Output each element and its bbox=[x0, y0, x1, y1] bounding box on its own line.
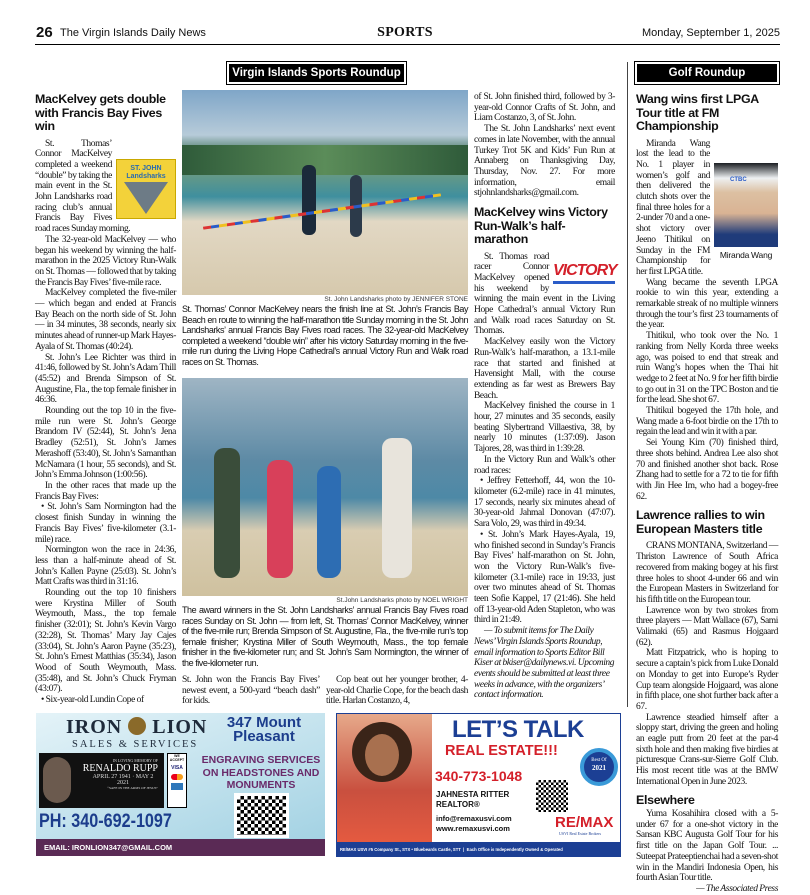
photo1-credit: St. John Landsharks photo by JENNIFER STONE bbox=[324, 296, 468, 303]
vi-roundup-banner: Virgin Islands Sports Roundup bbox=[229, 64, 404, 82]
paragraph: MacKelvey finished the course in 1 hour, 27 minutes and 35 seconds, easily beating Slybertrand Villaestiva, 38, by nearly 10 minutes (1:37:09). Jason Tajores, 28, was third in 1:39:28. bbox=[474, 401, 615, 455]
paper-name: The Virgin Islands Daily News bbox=[60, 27, 206, 39]
miranda-wang-photo: CTBC Miranda Wang bbox=[714, 163, 778, 260]
issue-date: Monday, September 1, 2025 bbox=[642, 27, 780, 39]
best-of-badge: Best Of 2021 bbox=[580, 748, 618, 786]
page-number: 26 bbox=[36, 24, 53, 41]
paragraph: MacKelvey easily won the Victory Run-Walk’s half-marathon, a 13.1-mile race that started and finished at Havensight Mall, with the course extending as far west as Brewers Bay Beach. bbox=[474, 337, 615, 401]
paragraph: Rounding out the top 10 finishers were Krystina Miller of South Weymouth, Mass., the top female finisher (32:01); St. John’s Kevin Vargo (32:28), St. Thomas’ Mary Jay Cajes (33:04), St. John’s Aaron Payne (35:23), St. John’s Ernest Matthias (35:34), Jason Wood of South Weymouth, Mass. (35:48), and St. John’s Chuck Fryman (43:07). bbox=[35, 588, 176, 695]
paragraph: In the other races that made up the Francis Bay Fives: bbox=[35, 481, 176, 502]
submit-note: — To submit items for The Daily News’ Virgin Islands Sports Roundup, email information to Sports Editor Bill Kiser at bkiser@dailynews.vi. Upcoming events should be submitted at least three weeks in advance, with the organizers’ contact information. bbox=[474, 626, 615, 701]
remax-logo: RE/MAX bbox=[555, 814, 614, 831]
paragraph: • Six-year-old Lundin Cope of bbox=[41, 695, 144, 706]
remax-ad[interactable]: LET’S TALK REAL ESTATE!!! 340-773-1048 JAHNESTA RITTER REALTOR® info@remaxusvi.com www.remaxusvi.com Best Of 2021 RE/MAX USVI Real Estate Brokers RE/MAX USVI #5 Company St., STX • Bluebeards Castle, STT | Each Office is Independently Owned & Operated bbox=[336, 713, 621, 857]
paragraph: • Jeffrey Fetterhoff, 44, won the 10-kilometer (6.2-mile) race in 41 minutes, 17 seconds, nearly six minutes ahead of 30-year-old Jahmal Donovan (47:07). Sara Volo, 29, was third in 49:34. bbox=[474, 476, 615, 530]
paragraph: St. John won the Francis Bay Fives’ newest event, a 500-yard “beach dash” for kids. bbox=[182, 675, 320, 707]
golf-roundup bbox=[636, 92, 778, 895]
story1-continued-b bbox=[326, 675, 468, 707]
ad-address: 347 Mount Pleasant bbox=[226, 714, 302, 745]
headline: MacKelvey gets double with Francis Bay Fives win bbox=[35, 92, 166, 133]
headline: Wang wins first LPGA Tour title at FM Championship bbox=[636, 92, 759, 133]
story-francis-bay bbox=[35, 92, 176, 706]
paragraph: Sei Young Kim (70) finished third, three shots behind. Andrea Lee also shot 70 and finished another shot back. Rose Zhang had to settle for a 72 to tie for fifth with Jin Hee Im, who had a bogey-free 62. bbox=[636, 438, 778, 502]
victory-logo: VICTORY bbox=[553, 262, 615, 284]
paragraph: Wang became the seventh LPGA rookie to win this year, extending a remarkable streak of no multiple winners through the tour’s first 23 tournaments of the year. bbox=[636, 277, 778, 331]
paragraph: Lawrence won by two strokes from three players — Matt Wallace (67), Sami Valimaki (65) and Rasmus Hojgaard (62). bbox=[636, 605, 778, 648]
ad-headline: LET’S TALK bbox=[452, 716, 584, 743]
paragraph: Thitikul bogeyed the 17th hole, and Wang made a 6-foot birdie on the 17th to regain the lead and win it with a par. bbox=[636, 406, 778, 438]
paragraph: of St. John finished third, followed by 3-year-old Connor Crafts of St. John, and Liam Costanzo, 3, of St. John. bbox=[474, 92, 615, 124]
paragraph: St. Thomas road racer Connor MacKelvey opened his weekend by winning the main event in the Living Hope Cathedral’s annual Victory Run and Walk road races Saturday on St. Thomas. bbox=[474, 251, 615, 337]
paragraph: MacKelvey completed the five-miler — which began and ended at Francis Bay Beach on the north side of St. John — in 34 minutes, 38 seconds, nearly six minutes ahead of runner-up Mark Hayes-Ayala of St. Thomas (40:24). bbox=[35, 288, 176, 352]
photo1-caption: St. Thomas’ Connor MacKelvey nears the finish line at St. John’s Francis Bay Beach en route to winning the half-marathon title Sunday morning in the St. John Landsharks’ annual Francis Bay Fives road races. The 32-year-old MacKelvey completed a weekend “double win” after his victory Saturday morning in the five-mile run during the Living Hope Cathedral’s annual Victory Run and Walk road races on St. Thomas. bbox=[182, 304, 468, 367]
paragraph: The 32-year-old MacKelvey — who began his weekend by winning the half-marathon in the 2025 Victory Run-Walk on St. Thomas — followed that by taking the Francis Bay Fives’ five-mile race. bbox=[35, 234, 176, 288]
paragraph: • St. John’s Mark Hayes-Ayala, 19, who finished second in Sunday’s Francis Bay Fives’ half-marathon on St. John, won the Victory Run-Walk’s five-kilometer (3.1-mile) race in 19:33, just over two minutes ahead of St. Thomas teen Sofie Kappel, 17 (21:46). She held off 13-year-old Aden Stapleton, who was third in 21:49. bbox=[474, 529, 615, 626]
headline: MacKelvey wins Victory Run-Walk’s half-marathon bbox=[474, 205, 608, 247]
story-victory-run bbox=[474, 92, 615, 701]
accepted-cards: WE ACCEPT VISA bbox=[167, 753, 187, 808]
ad-email: EMAIL: IRONLION347@GMAIL.COM bbox=[36, 839, 325, 856]
headline: Lawrence rallies to win European Masters title bbox=[636, 508, 765, 536]
ad-subheadline: REAL ESTATE!!! bbox=[445, 743, 558, 759]
paragraph: Rounding out the top 10 in the five-mile run were St. John’s George Brandom IV (52:44), St. John’s Jena Bradley (52:51), St. John’s James Merashoff (53:40), St. John’s Samanthan McNamara (1 hour, 55 seconds), and St. John’s Emma Johnson (1:00:56). bbox=[35, 406, 176, 481]
qr-code-icon bbox=[234, 793, 289, 838]
paragraph: The St. John Landsharks’ next event comes in late November, with the annual Turkey Trot 5K and Kids’ Fun Run at Annaberg on Thanksgiving Day, Thursday, Nov. 27. For more information, email stjohnlandsharks@gmail.com. bbox=[474, 124, 615, 199]
story1-continued-a bbox=[182, 675, 320, 707]
paragraph: St. John’s Lee Richter was third in 41:46, followed by St. John’s Adam Thill (45:52) and Brenda Simpson of St. Augustine, Fla., the top female finisher in 46:36. bbox=[35, 352, 176, 406]
headline: Elsewhere bbox=[636, 792, 695, 807]
paragraph: Lawrence steadied himself after a sloppy start, driving the green and holing an eagle putt from 20 feet at the par-4 sixth hole and then making five birdies at picturesque Crans-sur-Sierre Golf Club. His most recent title was at the BMW International Open in June 2023. bbox=[636, 712, 778, 787]
paragraph: Normington won the race in 24:36, less than a half-minute ahead of St. John’s Kallen Payne (25:03). St. John’s Matt Crafts was third in 31:16. bbox=[35, 545, 176, 588]
paragraph: Yuma Kosahihira closed with a 5-under 67 for a one-shot victory in the Sansan KBC Augusta Golf Tour for his first title on the Japan Golf Tour. ... Suteepat Prateeptienchai had a seven-shot win in the Mandiri Indonesia Open, his fourth Asian Tour title. bbox=[636, 809, 778, 884]
paragraph: • St. John’s Sam Normington had the closest finish Sunday in winning the Francis Bay Fives’ five-kilometer (3.1-mile) race. bbox=[35, 502, 176, 545]
ad-phone: 340-773-1048 bbox=[435, 768, 523, 784]
column-divider bbox=[627, 62, 628, 707]
paragraph: Thitikul, who took over the No. 1 ranking from Nelly Korda three weeks ago, was poised to end that streak and ruin Wang’s hopes when the Thai hit wedge to 2 feet at No. 9 for her fifth birdie to go out in 31 on the TPC Boston and tie for the lead. She shot 67. bbox=[636, 331, 778, 406]
qr-code-icon bbox=[536, 780, 568, 812]
paragraph: In the Victory Run and Walk’s other road races: bbox=[474, 454, 615, 476]
paragraph: St. Thomas’ Connor MacKelvey completed a weekend “double” by taking the main event in the St. John Landsharks road racing club’s annual Francis Bay Fives road races Sunday morning. bbox=[35, 138, 131, 235]
ad-phone: PH: 340-692-1097 bbox=[39, 811, 172, 832]
byline: — The Associated Press bbox=[696, 884, 778, 894]
paragraph: CRANS MONTANA, Switzerland — Thriston Lawrence of South Africa recovered from making bogey at his first three holes to shoot 4-under 66 and win the European Masters in Switzerland for his fifth title on the European tour. bbox=[636, 541, 778, 605]
photo2-caption: The award winners in the St. John Landsharks’ annual Francis Bay Fives road races Sunday on St. John — from left, St. Thomas’ Connor MacKelvey, winner of the five-mile run; Brenda Simpson of St. Augustine, Fla., the five-mile run’s top female finisher; Krystina Miller of South Weymouth, Mass., the top female finisher in the five-kilometer run; and St. John’s Sam Normington, the winner of the five-kilometer run. bbox=[182, 605, 468, 668]
paragraph: Miranda Wang lost the lead to the No. 1 player in women’s golf and then delivered the clutch shots over the final three holes for a 2-under 70 and a one-shot victory over Jeeno Thitikul on Sunday in the FM Championship for her first LPGA title. bbox=[636, 138, 710, 277]
header-rule bbox=[35, 44, 780, 45]
golf-roundup-banner: Golf Roundup bbox=[637, 64, 777, 82]
photo2-credit: St.John Landsharks photo by NOEL WRIGHT bbox=[336, 597, 468, 604]
paragraph: Matt Fitzpatrick, who is hoping to secure a captain’s pick from Luke Donald on Monday to get into Europe’s Ryder Cup team alongside Hojgaard, was alone in fifth place, one shot further back after a 67. bbox=[636, 648, 778, 712]
memorial-image: IN LOVING MEMORY OF RENALDO RUPP APRIL 27 1941 · MAY 2 2021 “SAFE IN THE ARMS OF JESUS” bbox=[39, 753, 164, 808]
race-finish-photo bbox=[182, 90, 468, 295]
photo-caption: Miranda Wang bbox=[719, 249, 773, 260]
ad-services: ENGRAVING SERVICES ON HEADSTONES AND MONUMENTS bbox=[201, 754, 321, 791]
section-title: SPORTS bbox=[377, 25, 433, 40]
paragraph: Cop beat out her younger brother, 4-year-old Charlie Cope, for the beach dash title. Harlan Costanzo, 4, bbox=[326, 675, 468, 707]
ironlion-ad[interactable]: IRON LION SALES & SERVICES 347 Mount Pleasant ENGRAVING SERVICES ON HEADSTONES AND MONUMENTS IN LOVING MEMORY OF RENALDO RUPP APRIL 27 1941 · MAY 2 2021 “SAFE IN THE ARMS OF JESUS” WE ACCEPT VISA PH: 340-692-1097 EMAIL: IRONLION347@GMAIL.COM bbox=[36, 713, 325, 856]
award-winners-photo bbox=[182, 378, 468, 596]
ad-subtitle: SALES & SERVICES bbox=[72, 739, 199, 750]
landsharks-logo: ST. JOHN Landsharks bbox=[116, 159, 176, 219]
realtor-photo bbox=[337, 714, 432, 842]
